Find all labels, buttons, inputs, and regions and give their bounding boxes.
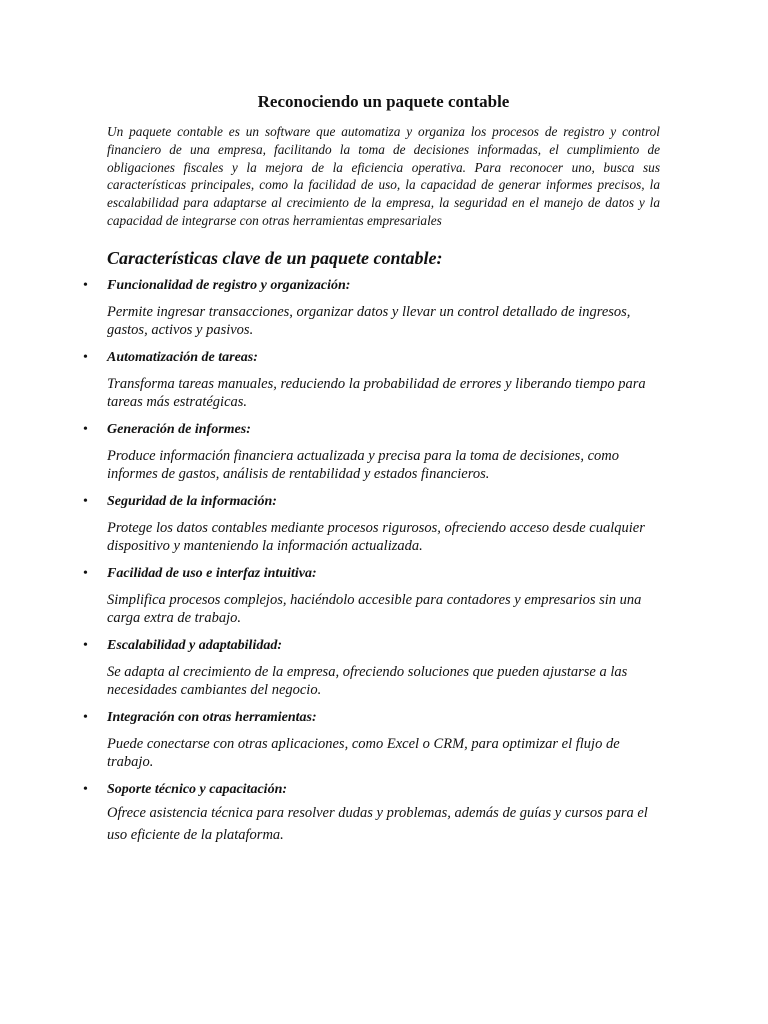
feature-description: Transforma tareas manuales, reduciendo la probabilidad de errores y liberando tiempo para tareas más estratégicas. <box>107 375 646 411</box>
bullet-icon: • <box>83 637 88 653</box>
feature-description: Puede conectarse con otras aplicaciones, como Excel o CRM, para optimizar el flujo de trabajo. <box>107 735 620 771</box>
list-item <box>83 708 660 772</box>
feature-description: Protege los datos contables mediante procesos rigurosos, ofreciendo acceso desde cualquier dispositivo y manteniendo la información actualizada. <box>107 519 645 555</box>
feature-label: Generación de informes: <box>107 421 251 437</box>
feature-label: Escalabilidad y adaptabilidad: <box>107 637 282 653</box>
bullet-icon: • <box>83 349 88 365</box>
bullet-icon: • <box>83 709 88 725</box>
feature-label: Facilidad de uso e interfaz intuitiva: <box>107 565 317 581</box>
bullet-icon: • <box>83 781 88 797</box>
feature-label: Integración con otras herramientas: <box>107 709 317 725</box>
document-title: Reconociendo un paquete contable <box>257 92 510 111</box>
section-heading: Características clave de un paquete contable: <box>107 247 443 268</box>
list-item <box>83 276 660 340</box>
intro-paragraph: Un paquete contable es un software que automatiza y organiza los procesos de registro y control financiero de una empresa, facilitando la toma de decisiones informadas, el cumplimiento de obligaciones fiscales y la mejora de la eficiencia operativa. Para reconocer uno, busca sus características principales, como la facilidad de uso, la capacidad de generar informes precisos, la escalabilidad para adaptarse al crecimiento de la empresa, la seguridad en el manejo de datos y la capacidad de integrarse con otras herramientas empresariales <box>107 124 660 228</box>
list-item <box>83 420 660 484</box>
bullet-icon: • <box>83 493 88 509</box>
list-item <box>83 780 660 847</box>
feature-description: Produce información financiera actualizada y precisa para la toma de decisiones, como informes de gastos, análisis de rentabilidad y estados financieros. <box>107 447 619 483</box>
list-item <box>83 492 660 556</box>
feature-label: Seguridad de la información: <box>107 493 277 509</box>
bullet-icon: • <box>83 421 88 437</box>
list-item <box>83 636 660 700</box>
feature-description: Simplifica procesos complejos, haciéndolo accesible para contadores y empresarios sin una carga extra de trabajo. <box>107 591 642 627</box>
feature-description: Permite ingresar transacciones, organizar datos y llevar un control detallado de ingresos, gastos, activos y pasivos. <box>107 303 631 339</box>
feature-label: Automatización de tareas: <box>107 349 258 365</box>
feature-description: Se adapta al crecimiento de la empresa, ofreciendo soluciones que pueden ajustarse a las necesidades cambiantes del negocio. <box>107 663 628 699</box>
list-item <box>83 564 660 628</box>
bullet-icon: • <box>83 277 88 293</box>
feature-label: Funcionalidad de registro y organización: <box>107 277 351 293</box>
feature-label: Soporte técnico y capacitación: <box>107 781 288 797</box>
list-item <box>83 348 660 412</box>
feature-description: Ofrece asistencia técnica para resolver dudas y problemas, además de guías y cursos para el uso eficiente de la plataforma. <box>107 804 648 844</box>
feature-list <box>83 276 660 847</box>
bullet-icon: • <box>83 565 88 581</box>
